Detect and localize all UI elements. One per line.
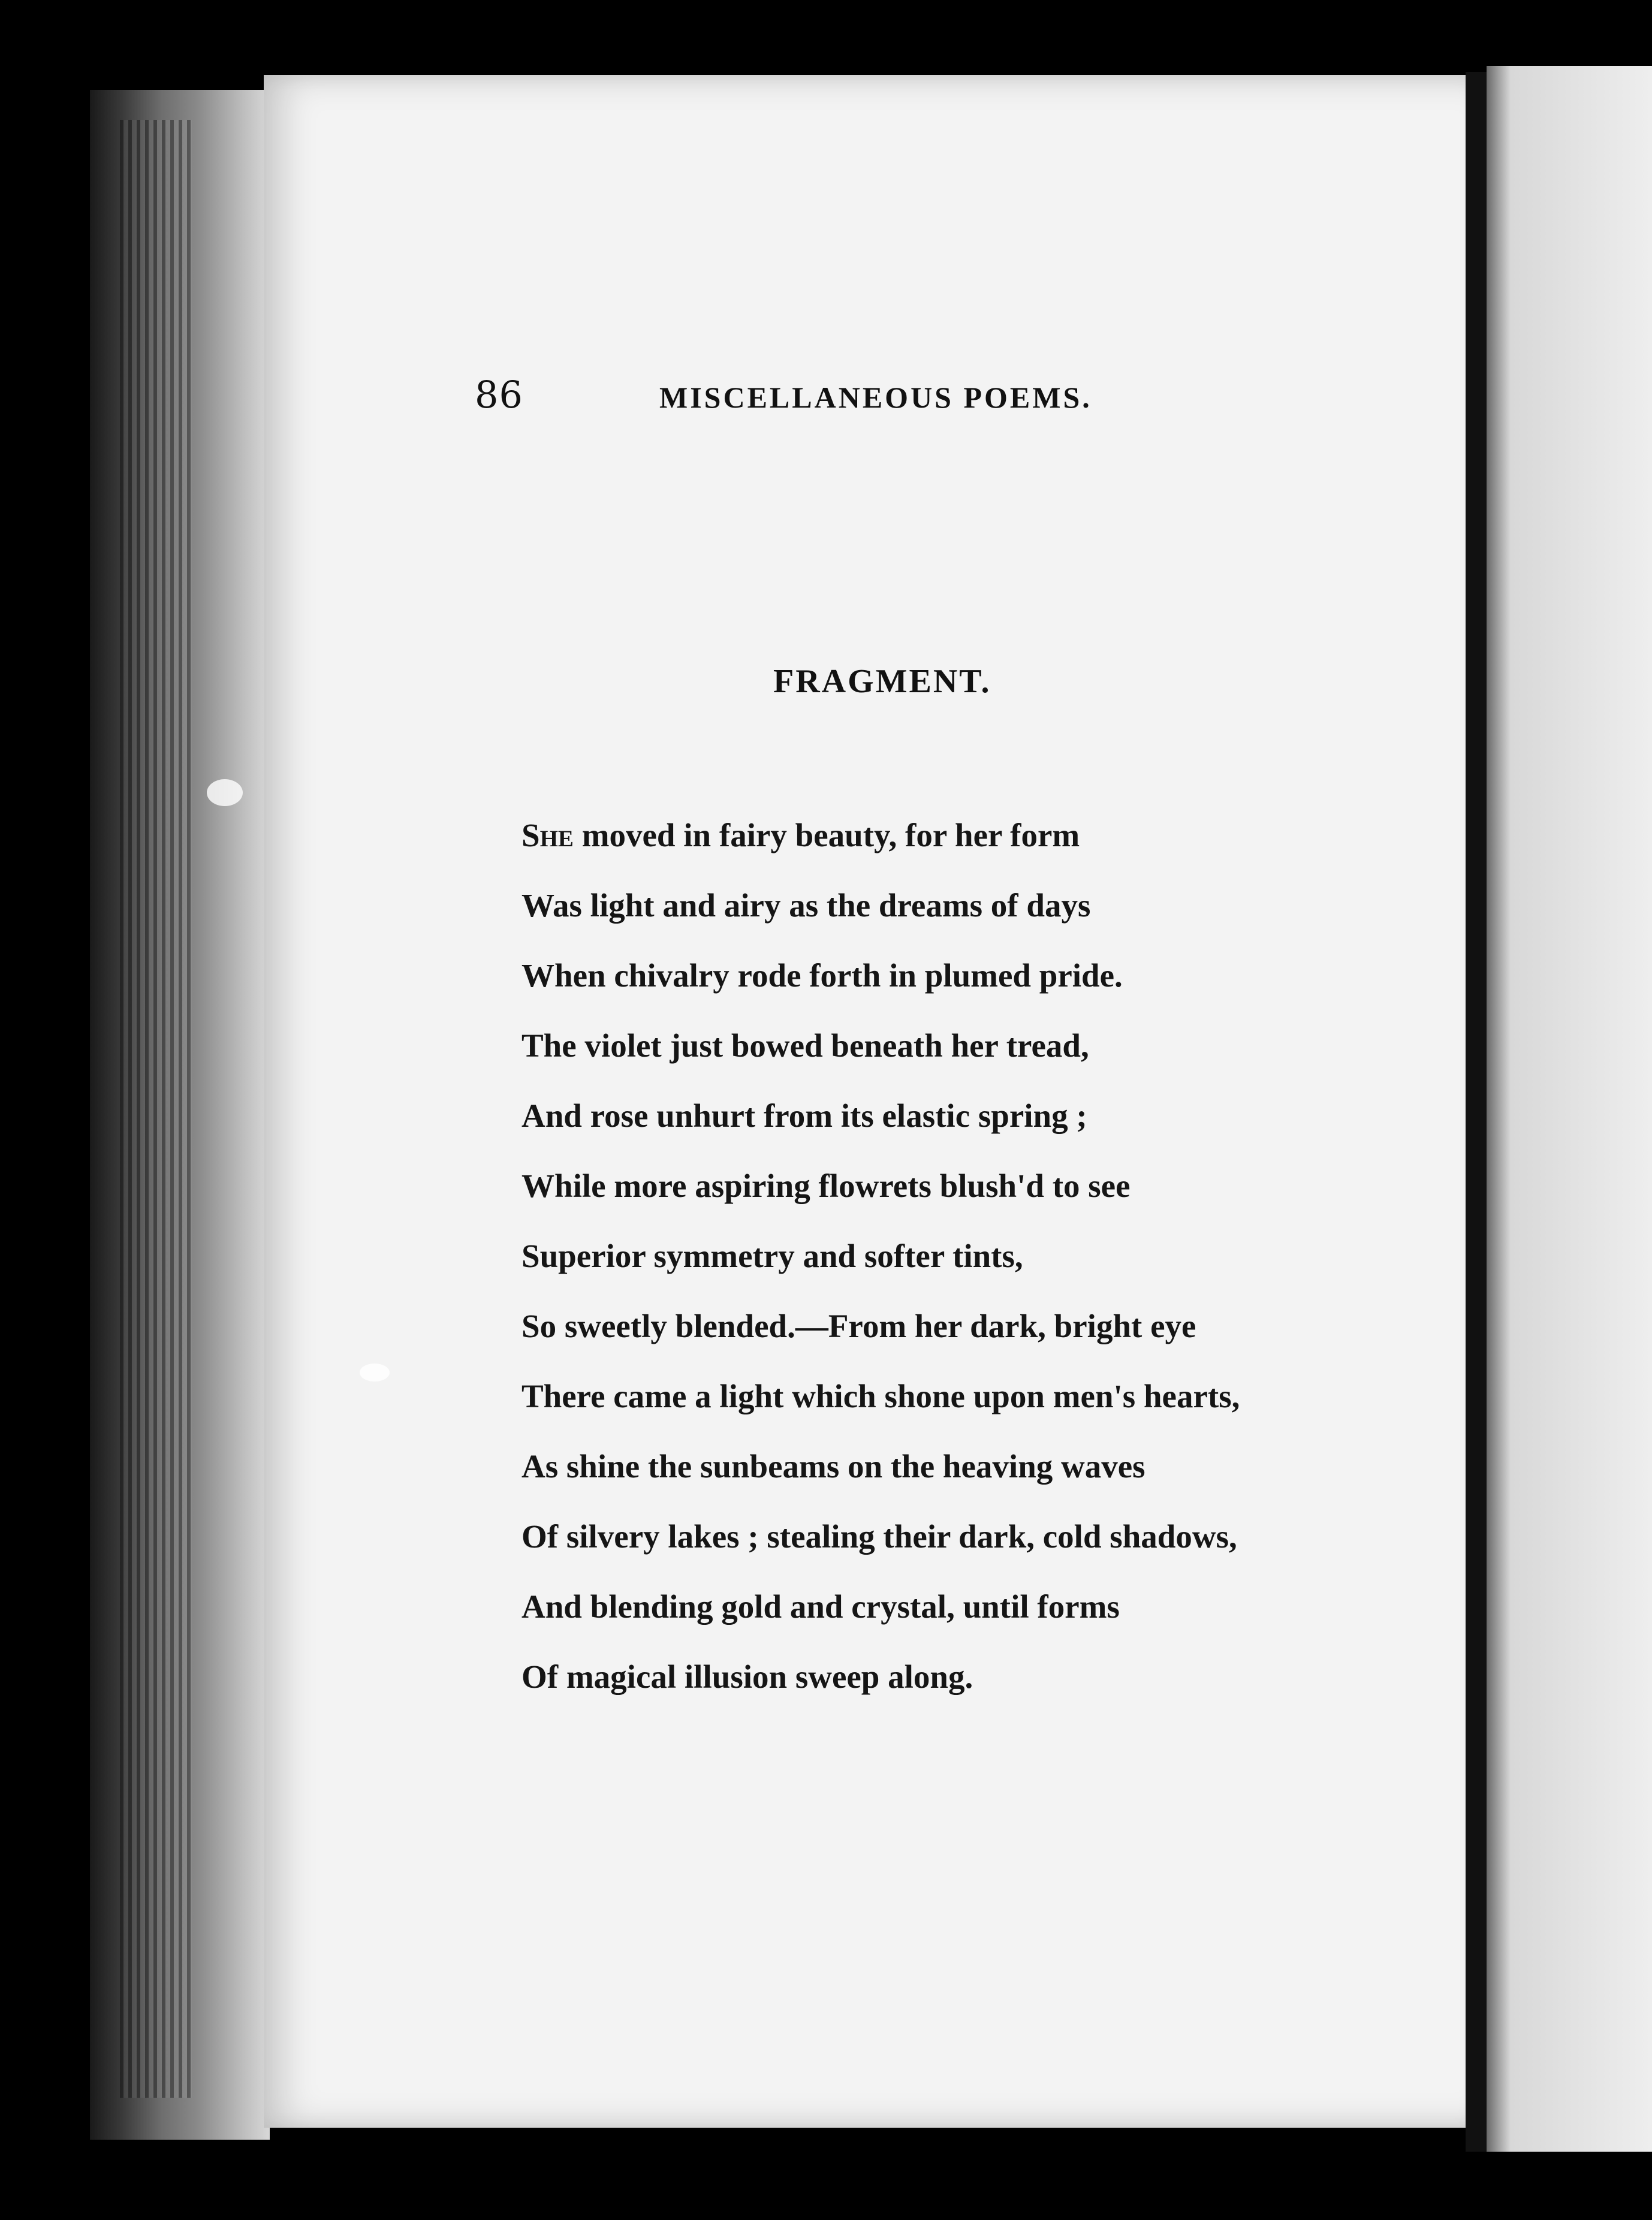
- poem-line: So sweetly blended.—From her dark, bright eye: [521, 1308, 1196, 1344]
- poem-line: Of magical illusion sweep along.: [521, 1658, 973, 1695]
- poem-line: And blending gold and crystal, until forms: [521, 1588, 1120, 1625]
- running-head: [0, 373, 1652, 421]
- poem-line: Superior symmetry and softer tints,: [521, 1238, 1023, 1274]
- poem-line: When chivalry rode forth in plumed pride.: [521, 957, 1123, 994]
- poem-line: As shine the sunbeams on the heaving waves: [521, 1448, 1145, 1485]
- poem-title: FRAGMENT.: [773, 663, 991, 700]
- poem-line: Was light and airy as the dreams of days: [521, 887, 1091, 924]
- poem-line-text: moved in fairy beauty, for her form: [573, 817, 1080, 853]
- running-title: MISCELLANEOUS POEMS.: [659, 381, 1092, 414]
- poem-line: [521, 800, 1421, 870]
- poem-line: While more aspiring flowrets blush'd to see: [521, 1168, 1131, 1204]
- poem-line: The violet just bowed beneath her tread,: [521, 1027, 1089, 1064]
- poem-first-word: She: [521, 817, 574, 853]
- page-number: 86: [475, 373, 523, 417]
- paper-blemish: [207, 779, 243, 806]
- poem-line: Of silvery lakes ; stealing their dark, cold shadows,: [521, 1518, 1237, 1555]
- paper-blemish: [360, 1364, 390, 1382]
- poem-line: And rose unhurt from its elastic spring ;: [521, 1097, 1087, 1134]
- poem-line: There came a light which shone upon men's hearts,: [521, 1378, 1240, 1414]
- poem-body: [521, 800, 1421, 1712]
